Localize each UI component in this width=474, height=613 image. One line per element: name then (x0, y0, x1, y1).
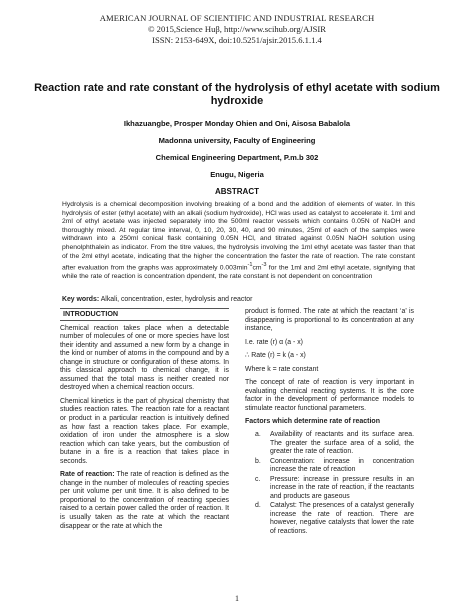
left-column (60, 308, 229, 536)
keywords-text: Alkali, concentration, ester, hydrolysis and reactor (99, 296, 253, 303)
list-item-letter: c. (255, 475, 261, 483)
list-item-text: Concentration: increase in concentration increase the rate of reaction (270, 457, 414, 474)
keywords (62, 295, 422, 304)
list-item-letter: d. (255, 502, 261, 510)
affiliation-university: Madonna university, Faculty of Engineering (158, 136, 316, 145)
abstract-text-before: Hydrolysis is a chemical decomposition involving breaking of a bond and the addition of elements of water. In this hydrolysis of ester (ethyl acetate) with an alkali (sodium hydroxide), HCl was used as catalyst to accelerate it. 1ml and 2ml of ethyl acetate was injected separately into the 500ml reactor vessels which contains 0.05N of NaOH and thoroughly mixed. At regular time interval, 0, 10, 20, 30, 40, and 90 minutes, 25ml of each of the samples were withdrawn into a 250ml conical flask containing 0.05N HCl, and titrated against 0.05N NaOH solution using phenolphthalein as indicator. From the titre values, the hydrolysis involving the 1ml ethyl acetate was faster than that of the 2ml ethyl acetate, indicating that the higher the concentration the faster the rate of reaction. The rate constant after evaluation from the graphs was approximately 0.003min (62, 201, 415, 272)
list-item (255, 458, 414, 475)
list-item (255, 502, 414, 536)
list-item (255, 431, 414, 457)
abstract-sup-1: -1 (247, 262, 253, 269)
list-item-letter: b. (255, 457, 261, 465)
right-paragraph-1: product is formed. The rate at which the reactant ‘a’ is disappearing is proportional to its concentration at any instance, (245, 308, 414, 333)
affiliation-department: Chemical Engineering Department, P.m.b 302 (155, 153, 319, 162)
list-item-text: Availability of reactants and its surface area. The greater the surface area of a solid, the greater the rate of reaction. (270, 431, 414, 456)
page-number: 1 (235, 594, 239, 603)
abstract-text-after: for the 1ml and 2ml ethyl acetate, signifying that while the rate of reaction is concentration dpendent, the rate constant is not dependent on concentration (62, 264, 415, 280)
rate-constant-definition: Where k = rate constant (245, 365, 319, 373)
intro-paragraph-3 (60, 471, 229, 531)
abstract-sup-2: -3 (261, 262, 267, 269)
introduction-heading: INTRODUCTION (60, 308, 229, 321)
journal-name: AMERICAN JOURNAL OF SCIENTIFIC AND INDUSTRIAL RESEARCH (99, 13, 375, 23)
affiliation-location: Enugu, Nigeria (210, 170, 264, 179)
list-item (255, 476, 414, 502)
factors-heading: Factors which determine rate of reaction (245, 418, 380, 426)
right-paragraph-2: The concept of rate of reaction is very important in evaluating chemical reacting systems. It is the core factor in the development of performance models to stimulate reactor functional parameters. (245, 379, 414, 412)
rate-of-reaction-label: Rate of reaction: (60, 471, 115, 479)
right-column (245, 308, 414, 538)
authors: Ikhazuangbe, Prosper Monday Ohien and Oni, Aisosa Babalola (123, 119, 351, 128)
factors-list (245, 431, 414, 537)
list-item-letter: a. (255, 431, 261, 439)
intro-paragraph-1: Chemical reaction takes place when a detectable number of molecules of one or more species have lost their identity and assumed a new form by a change in the kind or number of atoms in the compound and by a change in structure or configuration of these atoms. In this classical approach to chemical change, it is assumed that the total mass is neither created nor destroyed when a chemical reaction occurs. (60, 324, 229, 392)
paper-title: Reaction rate and rate constant of the hydrolysis of ethyl acetate with sodium hydroxide (34, 82, 440, 107)
abstract-body (62, 201, 415, 282)
abstract-unit: cm (252, 264, 262, 272)
equation-proportional: I.e. rate (r) α (a - x) (245, 338, 303, 346)
journal-issn-line: ISSN: 2153-649X, doi:10.5251/ajsir.2015.6.1.1.4 (152, 35, 322, 45)
list-item-text: Pressure: increase in pressure results in an increase in the rate of reaction, if the reactants and products are gaseous (270, 475, 414, 500)
keywords-label: Key words: (62, 296, 100, 303)
equation-rate: ∴ Rate (r) = k (a - x) (245, 352, 306, 360)
list-item-text: Catalyst: The presences of a catalyst generally increase the rate of reaction. There are however, negative catalysts that lower the rate of reactions. (270, 502, 414, 536)
intro-paragraph-2: Chemical kinetics is the part of physical chemistry that studies reaction rates. The reaction rate for a reactant or product in a particular reaction is intuitively defined as how fast a reaction takes place. For example, oxidation of iron under the atmosphere is a slow reaction which can take years, but the combustion of butane in a fire is a reaction that takes place in seconds. (60, 397, 229, 465)
abstract-heading: ABSTRACT (215, 187, 259, 196)
rate-of-reaction-text: The rate of reaction is defined as the change in the number of molecules of reacting species per unit volume per unit time. It is also defined to be proportional to the concentration of reacting species raised to a certain power called the order of reaction. It is usually taken as the rate at which the reactant disappear or the rate at which the (60, 471, 230, 530)
journal-publisher-line: © 2015,Science Huβ, http://www.scihub.org/AJSIR (148, 24, 326, 34)
